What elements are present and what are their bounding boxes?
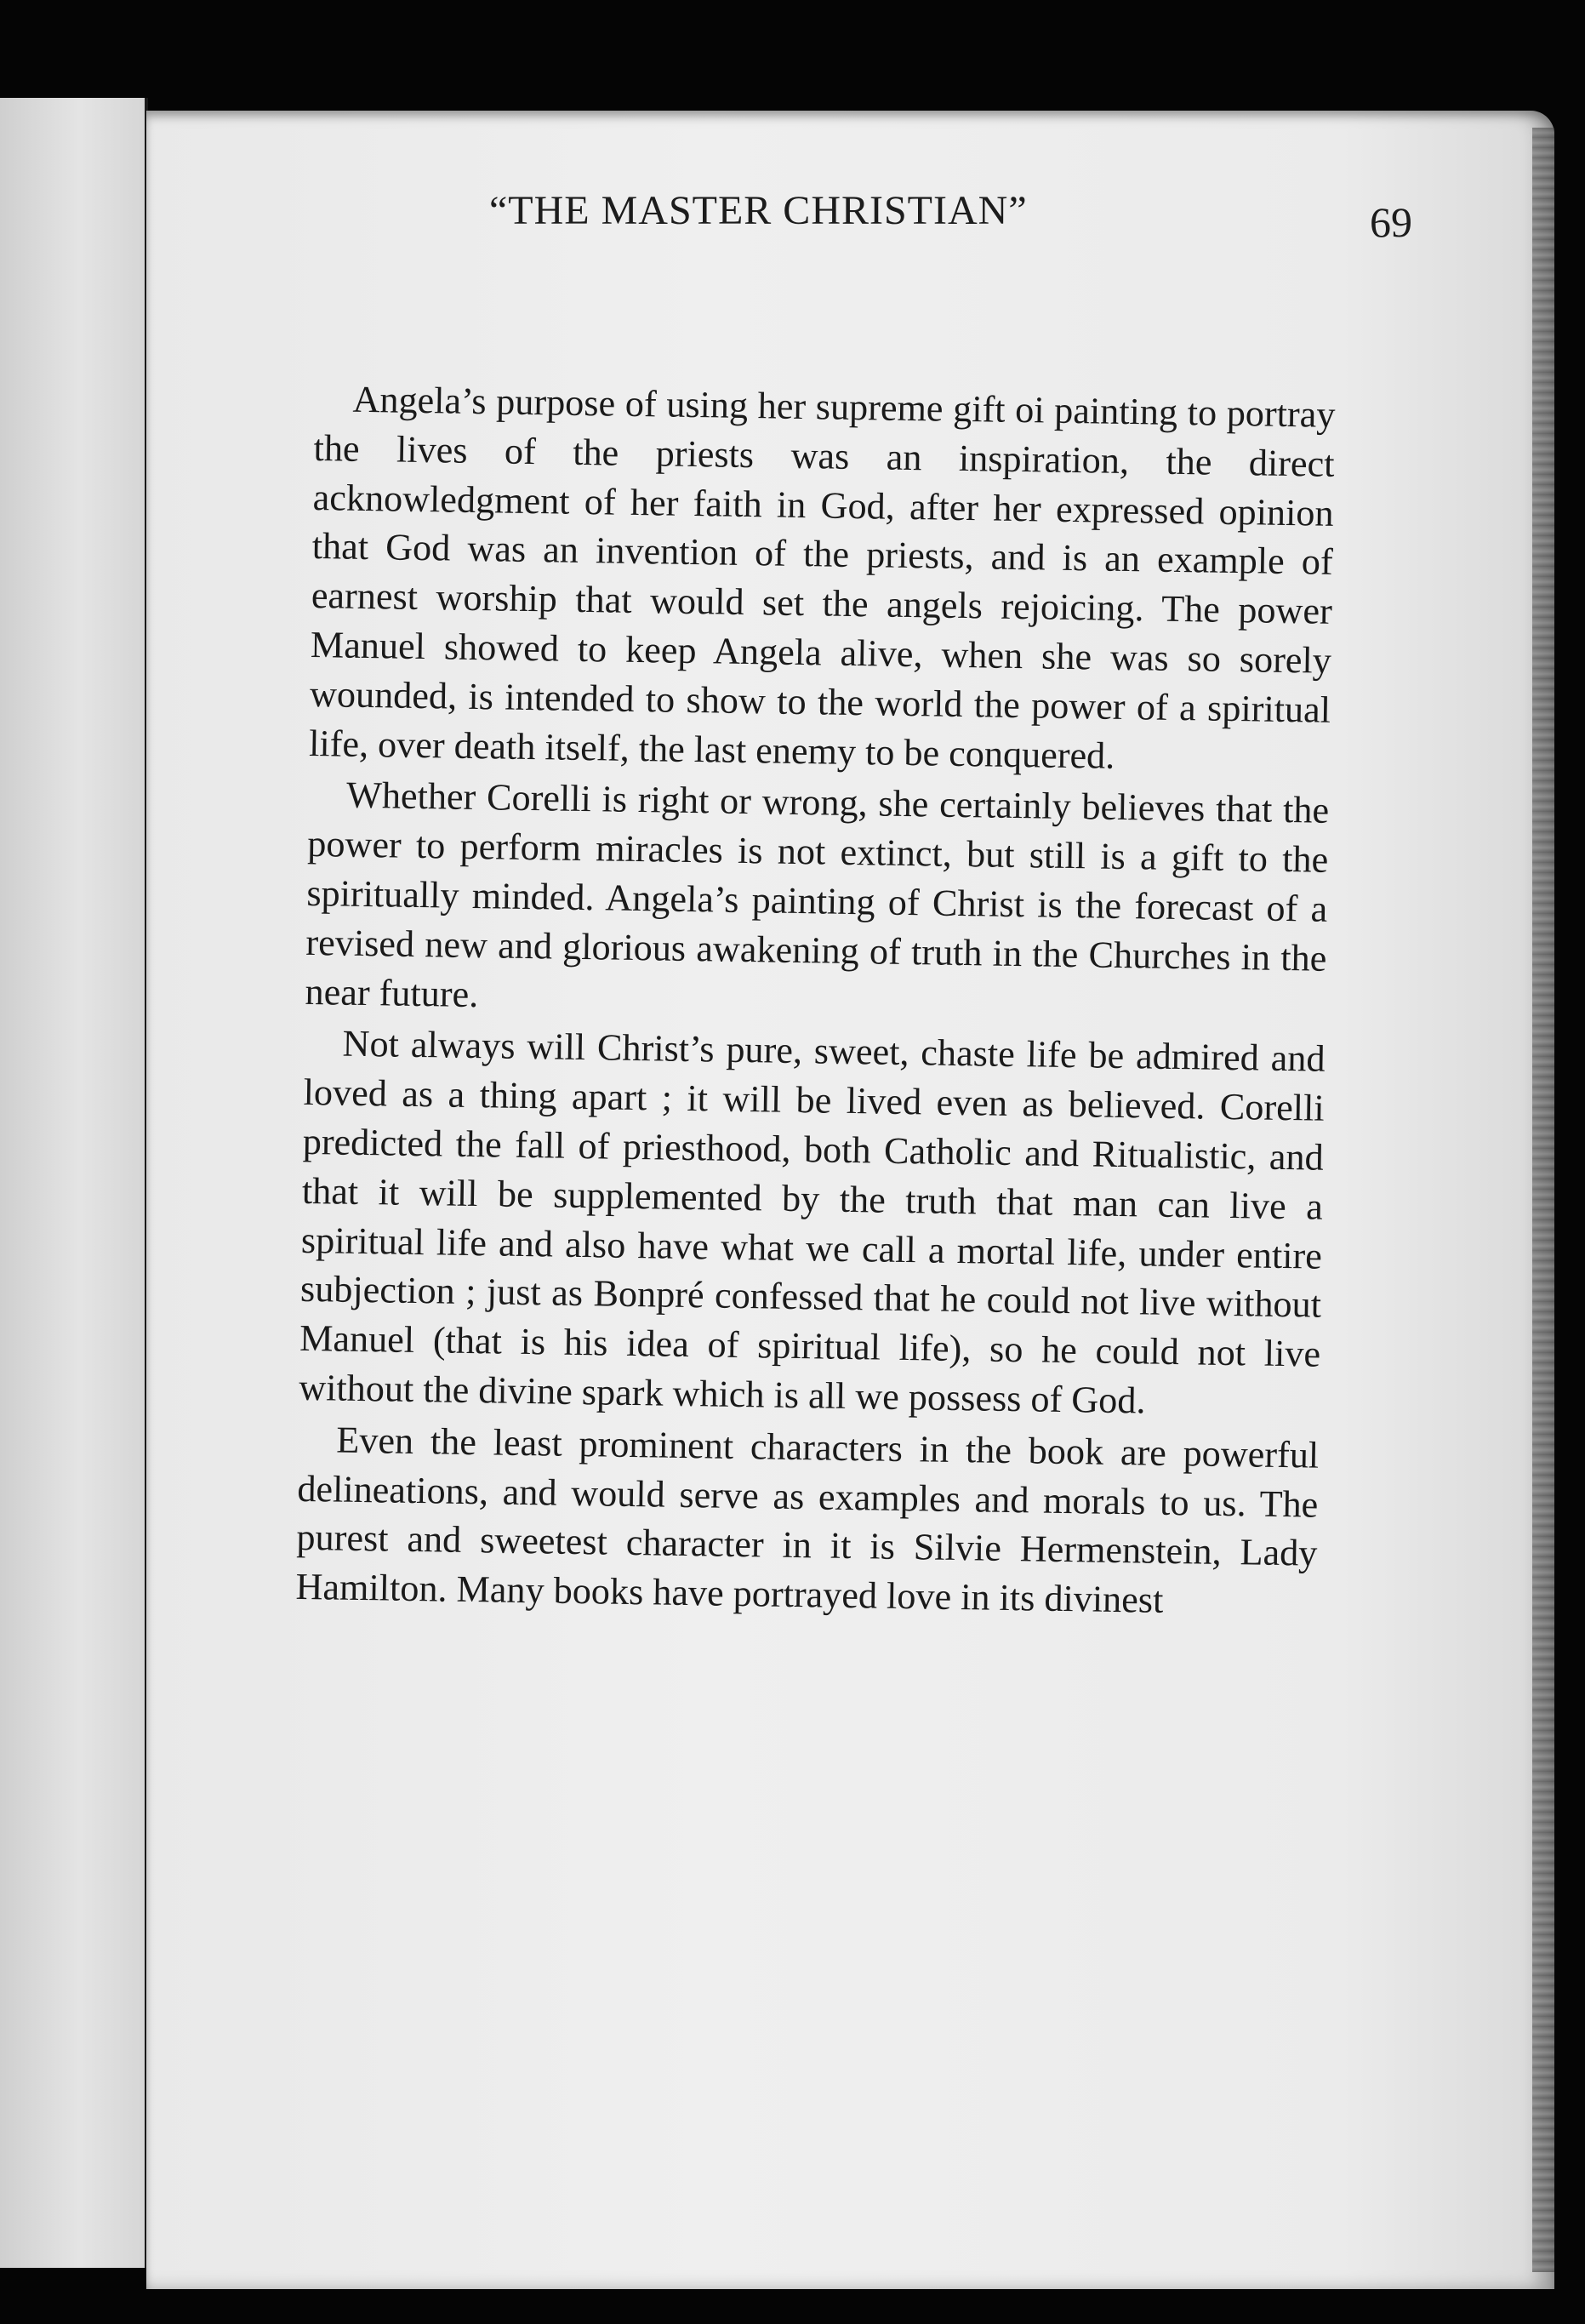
facing-page-edge <box>0 98 148 2268</box>
page-edge-shadow <box>1532 128 1554 2272</box>
page-number: 69 <box>1370 198 1412 246</box>
paragraph: Whether Corelli is right or wrong, she certainly believes that the power to perform miracles is not extinct, but still is a gift to the spiritually minded. Angela’s painting of Christ is the forecast of a revised new and glorious awakening of truth in the Churches in the near future. <box>305 774 1330 1015</box>
body-text <box>295 374 1336 1628</box>
paragraph: Not always will Christ’s pure, sweet, chaste life be admired and loved as a thing apart ; it will be lived even as believed. Corelli predicted the fall of priesthood, both Catholic and Ritualistic, and that it will be supplemented by the truth that man can live a spiritual life and also have what we call a mortal life, under entire subjection ; just as Bonpré confessed that he could not live without Manuel (that is his idea of spiritual life), so he could not live without the divine spark which is all we possess of God. <box>298 1022 1326 1422</box>
running-head: “THE MASTER CHRISTIAN” <box>489 188 1028 233</box>
page-header <box>357 187 1412 255</box>
paragraph: Even the least prominent characters in the book are powerful delineations, and would serve as examples and morals to us. The purest and sweetest character in it is Silvie Hermenstein, Lady Hamilton. Many books have portrayed love in its divinest <box>295 1419 1320 1621</box>
paragraph: Angela’s purpose of using her supreme gift oi painting to portray the lives of the priests was an inspiration, the direct acknowledgment of her faith in God, after her expressed opinion that God was an invention of the priests, and is an example of earnest worship that would set the angels rejoicing. The power Manuel showed to keep Angela alive, when she was so sorely wounded, is intended to show to the world the power of a spiritual life, over death itself, the last enemy to be conquered. <box>308 378 1336 777</box>
